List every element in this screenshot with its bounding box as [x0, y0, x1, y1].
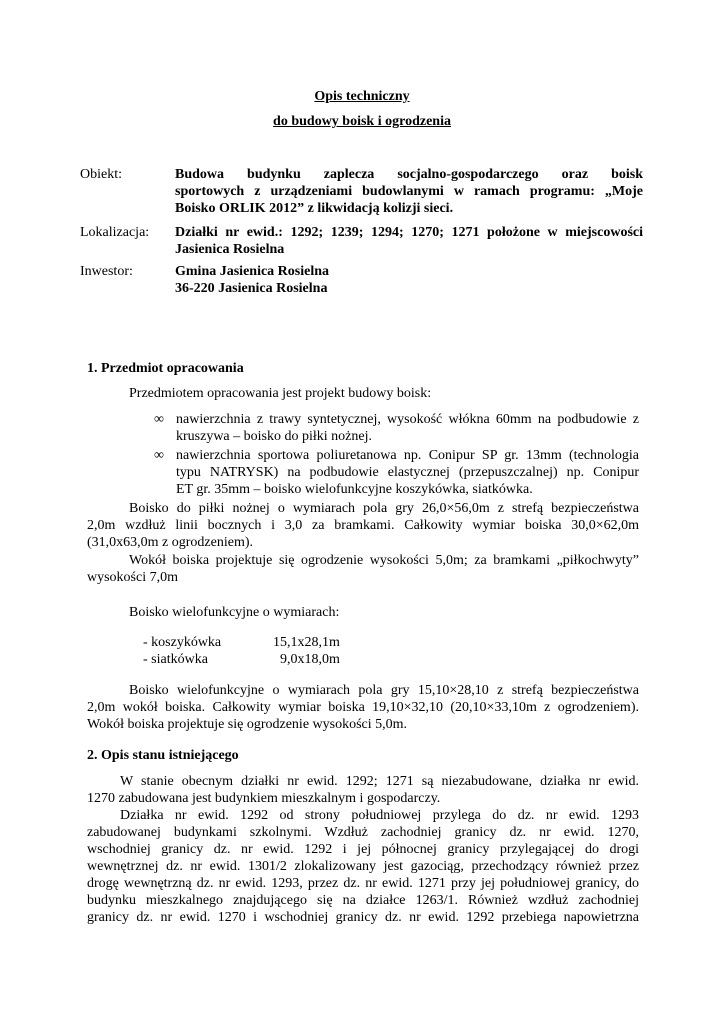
object-line: Budowa budynku zaplecza socjalno-gospodarczego oraz boisk	[175, 167, 643, 182]
location-label: Lokalizacja:	[80, 225, 150, 240]
document-subtitle: do budowy boisk i ogrodzenia	[273, 114, 451, 129]
paragraph-line: wysokości 7,0m	[87, 570, 178, 585]
bullet-line: nawierzchnia z trawy syntetycznej, wysokość włókna 60mm na podbudowie z	[176, 412, 639, 427]
location-value	[175, 224, 643, 258]
list-item	[143, 634, 340, 651]
infinity-bullet-icon: ∞	[154, 412, 164, 427]
paragraph-line: budynku mieszkalnego znajdującego się na działce 1263/1. Również wzdłuż zachodniej	[87, 893, 639, 908]
list-item-dimension: 9,0x18,0m	[280, 652, 340, 667]
paragraph-line: Działka nr ewid. 1292 od strony południowej przylega do dz. nr ewid. 1293	[120, 808, 639, 823]
paragraph-fence	[87, 552, 639, 586]
object-line: sportowych z urządzeniami budowlanymi w ramach programu: „Moje	[175, 184, 643, 199]
location-line: Działki nr ewid.: 1292; 1239; 1294; 1270; 1271 położone w miejscowości	[175, 225, 643, 240]
paragraph-football-field	[87, 500, 639, 551]
list-item-dimension: 15,1x28,1m	[273, 635, 340, 650]
bullet-line: typu NATRYSK) na podbudowie elastycznej (przepuszczalnej) np. Conipur	[176, 465, 639, 480]
section1-intro: Przedmiotem opracowania jest projekt budowy boisk:	[129, 386, 432, 401]
paragraph-line: W stanie obecnym działki nr ewid. 1292; 1271 są niezabudowane, działka nr ewid.	[120, 774, 639, 789]
section-heading-1: 1. Przedmiot opracowania	[87, 361, 244, 376]
paragraph-plot-description	[87, 807, 639, 926]
paragraph-line: Boisko do piłki nożnej o wymiarach pola gry 26,0×56,0m z strefą bezpieczeństwa	[129, 501, 639, 516]
paragraph-line: 2,0m wzdłuż linii bocznych i 3,0 za bramkami. Całkowity wymiar boiska 30,0×62,0m	[87, 518, 639, 533]
object-line: Boisko ORLIK 2012” z likwidacją kolizji sieci.	[175, 201, 454, 216]
location-line: Jasienica Rosielna	[175, 242, 285, 257]
paragraph-line: wschodniej granicy dz. nr ewid. 1292 i jej północnej granicy przylegającej do drogi	[87, 842, 639, 857]
object-value	[175, 166, 643, 217]
investor-line: 36-220 Jasienica Rosielna	[175, 281, 328, 296]
bullet-item	[176, 411, 639, 445]
paragraph-line: granicy dz. nr ewid. 1270 i wschodniej granicy dz. nr ewid. 1292 przebiega napowietrzna	[87, 910, 639, 925]
paragraph-line: 1270 zabudowana jest budynkiem mieszkalnym i gospodarczy.	[87, 791, 441, 806]
infinity-bullet-icon: ∞	[154, 448, 164, 463]
bullet-line: kruszywa – boisko do piłki nożnej.	[176, 429, 372, 444]
investor-line: Gmina Jasienica Rosielna	[175, 264, 330, 279]
paragraph-line: 2,0m wokół boiska. Całkowity wymiar boiska 19,10×32,10 (20,10×33,10m z ogrodzeniem).	[87, 700, 639, 715]
multi-field-intro: Boisko wielofunkcyjne o wymiarach:	[129, 605, 340, 620]
paragraph-line: Boisko wielofunkcyjne o wymiarach pola gry 15,10×28,10 z strefą bezpieczeństwa	[129, 683, 639, 698]
investor-label: Inwestor:	[80, 264, 133, 279]
paragraph-multi-field	[87, 682, 639, 733]
section-heading-2: 2. Opis stanu istniejącego	[87, 748, 239, 763]
bullet-item	[176, 447, 639, 498]
paragraph-line: Wokół boiska projektuje się ogrodzenie wysokości 5,0m.	[87, 717, 408, 732]
list-item	[143, 651, 340, 668]
investor-value	[175, 263, 643, 297]
list-item-name: - koszykówka	[143, 635, 222, 650]
list-item-name: - siatkówka	[143, 652, 208, 667]
paragraph-line: Wokół boiska projektuje się ogrodzenie wysokości 5,0m; za bramkami „piłkochwyty”	[129, 553, 639, 568]
paragraph-line: (31,0x63,0m z ogrodzeniem).	[87, 535, 254, 550]
paragraph-line: zabudowanej budynkami szkolnymi. Wzdłuż zachodniej granicy dz. nr ewid. 1270,	[87, 825, 639, 840]
bullet-line: ET gr. 35mm – boisko wielofunkcyjne koszykówka, siatkówka.	[176, 482, 533, 497]
paragraph-line: wewnętrznej dz. nr ewid. 1301/2 zlokalizowany jest gazociąg, przechodzący również przez	[87, 859, 639, 874]
bullet-line: nawierzchnia sportowa poliuretanowa np. Conipur SP gr. 13mm (technologia	[176, 448, 639, 463]
paragraph-line: drogę wewnętrzną dz. nr ewid. 1293, przez dz. nr ewid. 1271 przy jej południowej granicy, do	[87, 876, 639, 891]
object-label: Obiekt:	[80, 167, 122, 182]
document-title: Opis techniczny	[314, 89, 410, 104]
paragraph-current-state	[87, 773, 639, 807]
